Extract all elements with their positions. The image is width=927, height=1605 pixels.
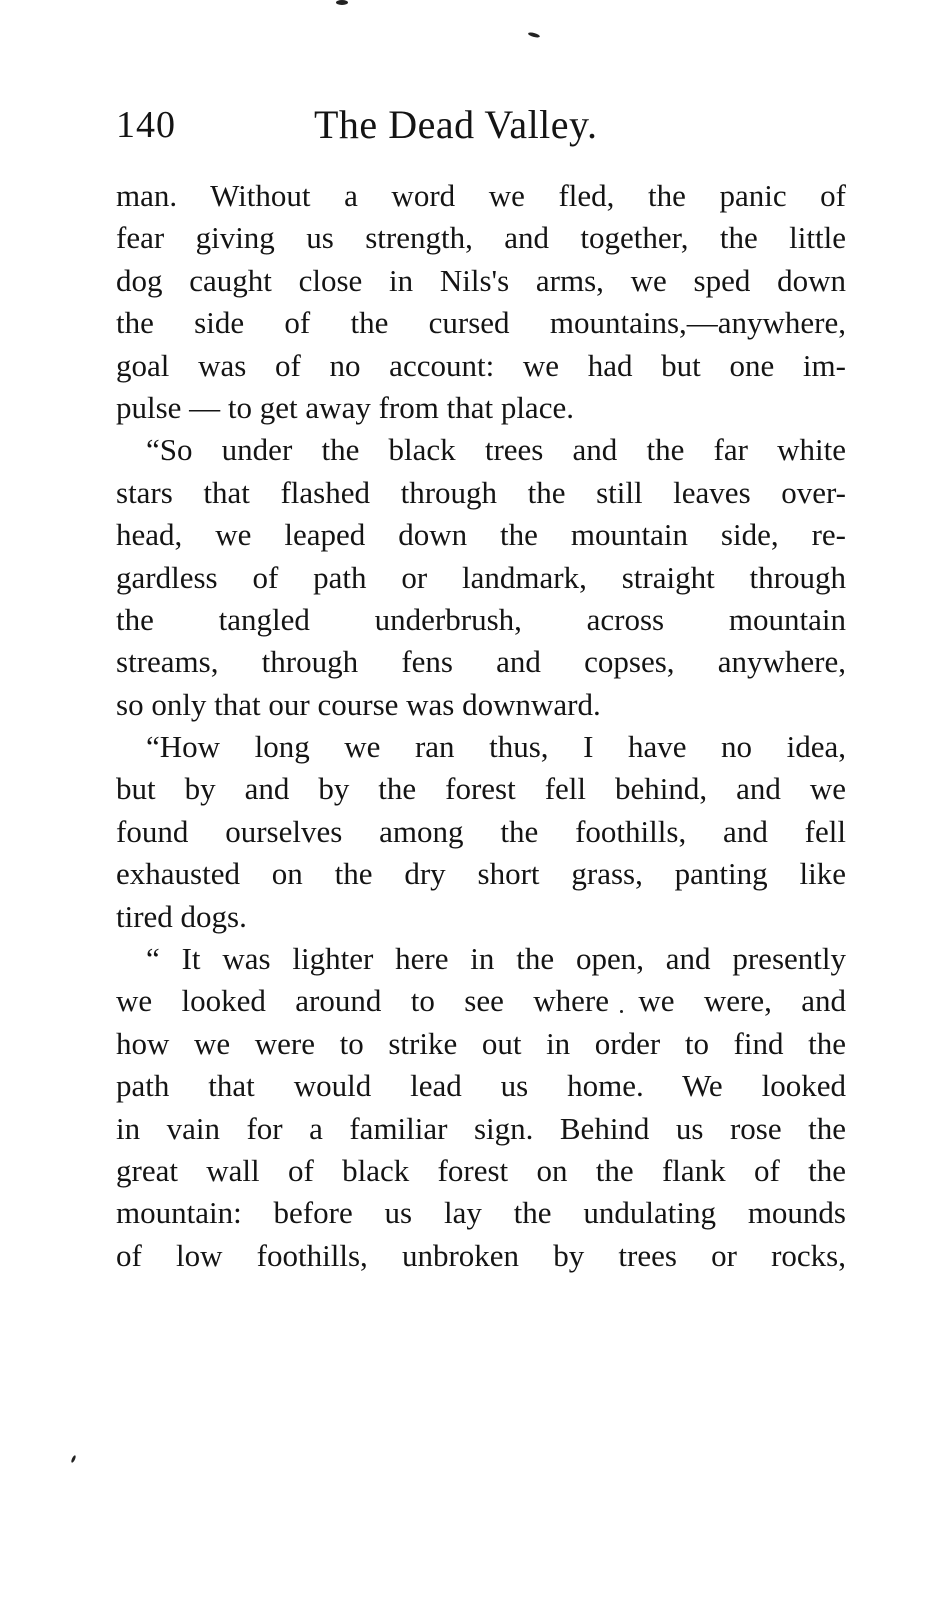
text-line: head, we leaped down the mountain side, re- — [116, 517, 846, 553]
text-line: in vain for a familiar sign. Behind us rose the — [116, 1110, 846, 1146]
text-line: but by and by the forest fell behind, and we — [116, 771, 846, 807]
ink-speck — [528, 32, 541, 39]
text-line: “So under the black trees and the far white — [146, 432, 846, 468]
body-text — [116, 175, 846, 1277]
text-line: great wall of black forest on the flank of the — [116, 1152, 846, 1188]
text-line: stars that flashed through the still leaves over- — [116, 474, 846, 510]
text-line: dog caught close in Nils's arms, we sped down — [116, 262, 846, 298]
text-line: “How long we ran thus, I have no idea, — [146, 729, 846, 765]
text-line: found ourselves among the foothills, and fell — [116, 813, 846, 849]
text-line: how we were to strike out in order to find the — [116, 1025, 846, 1061]
text-line: exhausted on the dry short grass, panting like — [116, 856, 846, 892]
text-line: pulse — to get away from that place. — [116, 389, 574, 425]
text-line: tired dogs. — [116, 898, 247, 934]
page-header — [116, 100, 846, 160]
running-title: The Dead Valley. — [314, 102, 598, 147]
text-line: we looked around to see where we were, and — [116, 983, 846, 1019]
text-line: streams, through fens and copses, anywhere, — [116, 644, 846, 680]
text-line: path that would lead us home. We looked — [116, 1068, 846, 1104]
text-line: “ It was lighter here in the open, and presently — [146, 941, 846, 977]
ink-speck — [70, 1455, 76, 1464]
text-line: mountain: before us lay the undulating mounds — [116, 1195, 846, 1231]
text-line: of low foothills, unbroken by trees or rocks, — [116, 1237, 846, 1273]
text-line: the tangled underbrush, across mountain — [116, 601, 846, 637]
text-line: man. Without a word we fled, the panic of — [116, 178, 846, 213]
text-line: fear giving us strength, and together, the little — [116, 220, 846, 256]
text-line: the side of the cursed mountains,—anywhere, — [116, 305, 846, 341]
text-line: so only that our course was downward. — [116, 686, 601, 722]
text-line: goal was of no account: we had but one im- — [116, 347, 846, 383]
page-number: 140 — [116, 104, 176, 146]
text-line: gardless of path or landmark, straight through — [116, 559, 846, 595]
ink-speck — [336, 0, 348, 5]
